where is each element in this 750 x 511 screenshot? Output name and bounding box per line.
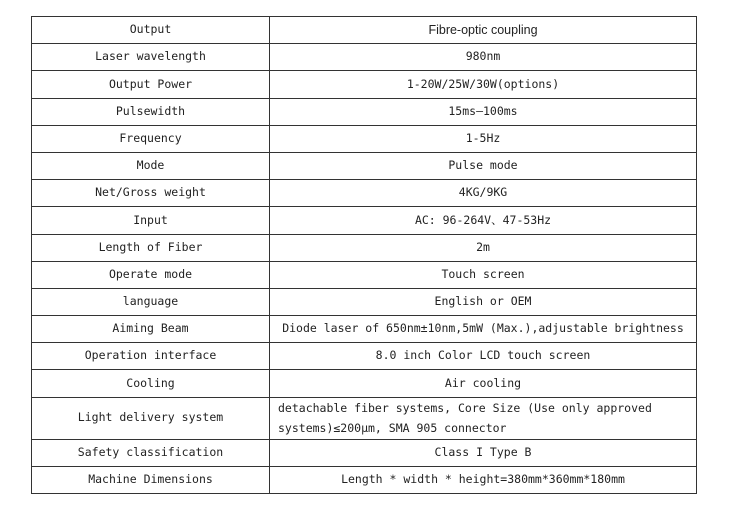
spec-label: Light delivery system xyxy=(32,397,270,439)
spec-label: Output Power xyxy=(32,71,270,98)
specification-table xyxy=(31,16,697,494)
spec-row-operation-interface xyxy=(32,343,697,370)
spec-value: AC: 96-264V、47-53Hz xyxy=(270,207,697,234)
spec-value: Length * width * height=380mm*360mm*180mm xyxy=(270,466,697,493)
spec-value: English or OEM xyxy=(270,288,697,315)
spec-label: Mode xyxy=(32,152,270,179)
spec-value: 980nm xyxy=(270,44,697,71)
spec-label: Operation interface xyxy=(32,343,270,370)
spec-value: Pulse mode xyxy=(270,152,697,179)
spec-value: Touch screen xyxy=(270,261,697,288)
spec-row-input xyxy=(32,207,697,234)
spec-row-dimensions xyxy=(32,466,697,493)
spec-label: Machine Dimensions xyxy=(32,466,270,493)
spec-value: 2m xyxy=(270,234,697,261)
spec-value: detachable fiber systems, Core Size (Use only approved systems)≤200μm, SMA 905 connector xyxy=(270,397,697,439)
spec-label: Net/Gross weight xyxy=(32,180,270,207)
spec-label: Operate mode xyxy=(32,261,270,288)
spec-row-laser-wavelength xyxy=(32,44,697,71)
spec-label: Pulsewidth xyxy=(32,98,270,125)
spec-value: Diode laser of 650nm±10nm,5mW (Max.),adjustable brightness xyxy=(270,316,697,343)
spec-row-output-power xyxy=(32,71,697,98)
spec-row-weight xyxy=(32,180,697,207)
spec-label: Length of Fiber xyxy=(32,234,270,261)
spec-value: Air cooling xyxy=(270,370,697,397)
spec-label: Frequency xyxy=(32,125,270,152)
spec-label: Input xyxy=(32,207,270,234)
spec-row-frequency xyxy=(32,125,697,152)
spec-row-output xyxy=(32,17,697,44)
spec-value: Class I Type B xyxy=(270,439,697,466)
spec-label: Output xyxy=(32,17,270,44)
spec-row-aiming-beam xyxy=(32,316,697,343)
spec-label: Cooling xyxy=(32,370,270,397)
spec-value: 1-20W/25W/30W(options) xyxy=(270,71,697,98)
spec-row-mode xyxy=(32,152,697,179)
spec-label: Aiming Beam xyxy=(32,316,270,343)
spec-value: Fibre-optic coupling xyxy=(270,17,697,44)
spec-row-language xyxy=(32,288,697,315)
spec-row-light-delivery xyxy=(32,397,697,439)
spec-value: 8.0 inch Color LCD touch screen xyxy=(270,343,697,370)
spec-label: language xyxy=(32,288,270,315)
spec-value: 4KG/9KG xyxy=(270,180,697,207)
spec-label: Safety classification xyxy=(32,439,270,466)
spec-row-pulsewidth xyxy=(32,98,697,125)
spec-row-fiber-length xyxy=(32,234,697,261)
spec-row-safety xyxy=(32,439,697,466)
spec-label: Laser wavelength xyxy=(32,44,270,71)
spec-value: 1-5Hz xyxy=(270,125,697,152)
spec-row-operate-mode xyxy=(32,261,697,288)
spec-row-cooling xyxy=(32,370,697,397)
spec-value: 15ms—100ms xyxy=(270,98,697,125)
